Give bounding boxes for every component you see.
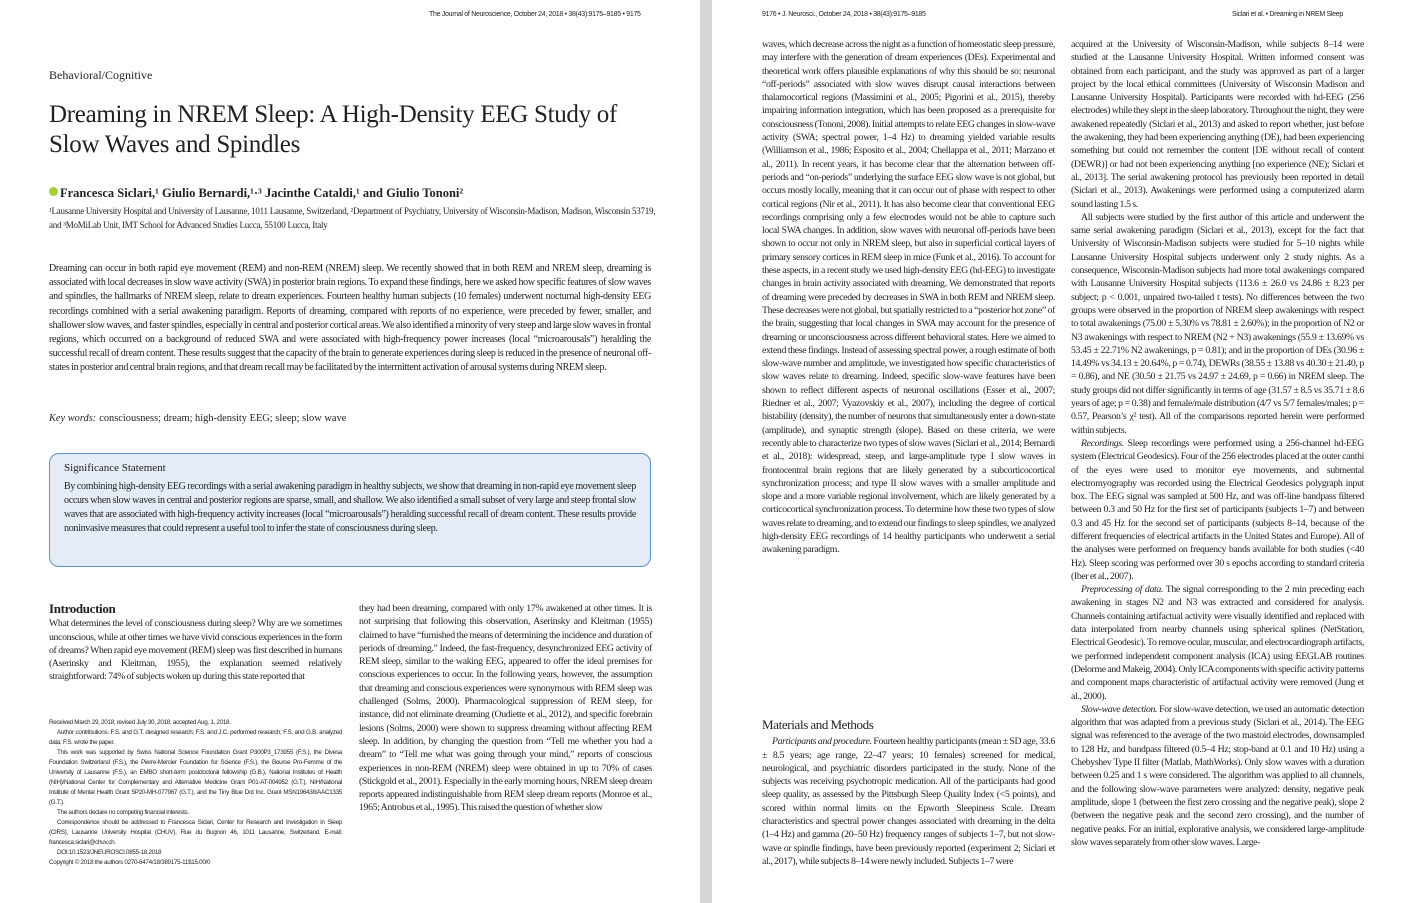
page-title: Dreaming in NREM Sleep: A High-Density EEG Study of Slow Waves and Spindles [49,101,617,158]
slow-wave-lead: Slow-wave detection. [1081,703,1158,715]
footnote-copyright: Copyright © 2018 the authors 0270-6474/18/389175-11$15.00/0 [49,859,211,866]
keywords-text: consciousness; dream; high-density EEG; sleep; slow wave [99,413,347,424]
keywords [49,413,346,424]
intro-paragraph: What determines the level of consciousness during sleep? Why are we sometimes unconscious, while at other times we have vivid conscious experiences in the form of dreams? When rapid eye movement (REM) sleep was first described in humans (Aserinsky and Kleitman, 1955), the explanation seemed relatively straightforward: 74% of subjects woken up during this state reported that [49,618,342,683]
slow-wave-text: For slow-wave detection, we used an automatic detection algorithm that was adapted from a previous study (Siclari et al., 2014). The EEG signal was referenced to the average of the two mastoid electrodes, downsampled to 128 Hz, and bandpass filtered (0.5–4 Hz; stop-band at 0.1 and 10 Hz) using a Chebyshev Type II filter (Matlab, MathWorks). Only slow waves with a duration between 0.25 and 1 s were considered. The algorithm was applied to all channels, and the following slow-wave parameters were analyzed: density, negative peak amplitude, slope 1 (between the first zero crossing and the negative peak), slope 2 (between the negative peak and the second zero crossing), and the number of negative peaks. For an initial, explorative analysis, we considered large-amplitude slow waves separately from other slow waves. Large- [1071,703,1365,848]
intro-column-2 [359,602,652,815]
orcid-icon[interactable] [49,187,58,196]
footnote-doi[interactable]: DOI:10.1523/JNEUROSCI.0855-18.2018 [57,849,162,856]
paragraph-groups: All subjects were studied by the first author of this article and underwent the same serial awakening paradigm (Siclari et al., 2013), except for the fact that University of Wisconsin-Madison subjects were studied for 5–10 nights while Lausanne University Hospital subjects underwent only 2 study nights. As a consequence, Wisconsin-Madison subjects had more total awakenings compared with Lausanne University Hospital subjects (113.6 ± 26.0 vs 24.86 ± 8.23 per subject; p < 0.001, unpaired two-tailed t tests). No differences between the two groups were observed in the proportion of NREM sleep awakenings with respect to total awakenings (75.00 ± 5.30% vs 78.81 ± 2.60%); in the proportion of N2 or N3 awakenings with respect to NREM (N2 + N3) awakenings (55.9 ± 13.69% vs 53.45 ± 22.71% N2 awakenings, p = 0.81); and in the proportion of DEs (30.96 ± 14.49% vs 34.13 ± 20.64%, p = 0.74), DEWRs (38.55 ± 13.88 vs 40.30 ± 21.40, p = 0.86), and NE (30.50 ± 21.75 vs 24.97 ± 24.69, p = 0.66) in NREM sleep. The study groups did not differ significantly in terms of age (31.57 ± 8.5 vs 35.71 ± 8.6 years of age; p = 0.38) and female/male distribution (4/7 vs 5/7 females/males; p = 0.57, Pearson’s χ² test). All of the comparisons reported herein were performed within subjects. [1071,211,1364,436]
significance-box [49,453,651,567]
methods-heading: Materials and Methods [762,717,874,732]
intro-paragraph-end: waves, which decrease across the night as a function of homeostatic sleep pressure, may interfere with the generation of dream experiences (DEs). Experimental and theoretical work offers plausible explanations of why this should be so: neuronal “off-periods” associated with slow waves disrupt causal interactions between thalamocortical regions (Massimini et al., 2005; Pigorini et al., 2015), thereby impairing information integration, which has been proposed as a prerequisite for consciousness (Tononi, 2008). Initial attempts to relate EEG changes in slow-wave activity (SWA; spectral power, 1–4 Hz) to dreaming yielded variable results (Williamson et al., 1986; Esposito et al., 2004; Chellappa et al., 2011; Marzano et al., 2011). In recent years, it has become clear that the alternation between off-periods and “on-periods” underlying the surface EEG slow wave is not global, but occurs mostly locally, meaning that it can occur out of phase with respect to other cortical regions (Nir et al., 2011). It has also become clear that conventional EEG recordings comprising only a few electrodes would not be able to capture such local SWA changes. In addition, slow waves with neuronal off-periods have been shown to occur not only in NREM sleep, but also in superficial cortical layers of primary sensory cortices in REM sleep in mice (Funk et al., 2016). To account for these aspects, in a recent study we used high-density EEG (hd-EEG) to investigate changes in brain activity associated with dreaming. We demonstrated that reports of dreaming were preceded by decreases in SWA in both REM and NREM sleep. These decreases were not global, but spatially restricted to a “posterior hot zone” of the brain, suggesting that local changes in SWA may account for the presence of dreaming or unconsciousness across different behavioral states. Here we aimed to extend these findings. Instead of assessing spectral power, a rough estimate of both slow-wave number and amplitude, we investigated how specific characteristics of slow waves relate to dreaming. Indeed, specific slow-wave features have been shown to reflect different aspects of neuronal oscillations (Esser et al., 2007; Riedner et al., 2007; Vyazovskiy et al., 2007), including the degree of cortical bistability (density), the number of neurons that simultaneously enter a down-state (amplitude), and synaptic strength (slope). Based on these criteria, we were recently able to characterize two types of slow waves (Siclari et al., 2014; Bernardi et al., 2018): widespread, steep, and large-amplitude type I slow waves in frontocentral brain regions that are likely generated by a subcorticocortical synchronization process; and type II slow waves with a smaller amplitude and slope and a more variable regional involvement, which are likely generated by a corticocortical synchronization process. To determine how these two types of slow waves relate to dreaming, and to extend our findings to sleep spindles, we analyzed high-density EEG recordings of 14 healthy participants who underwent a serial awakening paradigm. [762,39,1055,556]
methods-start [762,718,1055,868]
footnote-received: Received March 29, 2018; revised July 30, 2018; accepted Aug. 1, 2018. [49,719,231,726]
footnote-interests: The authors declare no competing financial interests. [57,809,189,816]
preprocessing-text: The signal corresponding to the 2 min preceding each awakening in stages N2 and N3 was extracted and considered for analysis. Channels containing artifactual activity were visually identified and replaced with data interpolated from nearby channels using spherical splines (NetStation, Electrical Geodesic). To remove ocular, muscular, and electrocardiograph artifacts, we performed independent component analysis (ICA) using EEGLAB routines (Delorme and Makeig, 2004). Only ICA components with specific activity patterns and component maps characteristic of artifactual activity were removed (Jung et al., 2000). [1071,584,1364,702]
footnote-contributions: Author contributions: F.S. and G.T. designed research; F.S. and J.C. performed research; F.S. and G.B. analyzed data; F.S. wrote the paper. [49,729,342,746]
affiliations: ¹Lausanne University Hospital and University of Lausanne, 1011 Lausanne, Switzerland, ²Department of Psychiatry, University of Wisconsin-Madison, Madison, Wisconsin 53719, and ³MoMiLab Unit, IMT School for Advanced Studies Lucca, 55100 Lucca, Italy [49,206,656,230]
intro-column-1 [49,602,342,684]
participants-text: Fourteen healthy participants (mean ± SD age, 33.6 ± 8.5 years; age range, 22–47 years; 10 females) screened for medical, neurological, and psychiatric disorders participated in the study. None of the subjects was receiving psychotropic medication. All of the participants had good sleep quality, as assessed by the Pittsburgh Sleep Quality Index (<5 points), and scored within normal limits on the Epworth Sleepiness Scale. Dream characteristics and spectral power changes associated with dreaming in the delta (1–4 Hz) and gamma (20–50 Hz) frequency ranges of subjects 1–7, but not slow-wave or spindle findings, have been previously reported (experiment 2; Siclari et al., 2017), while subjects 8–14 were newly included. Subjects 1–7 were [762,736,1055,867]
participants-lead: Participants and procedure. [772,736,872,748]
footnote-funding: This work was supported by Swiss National Science Foundation Grant P300P3_173955 (F.S.), the Divesa Foundation Switzerland (F.S.), the Pierre-Mercier Foundation for Science (F.S.), the Bourse Pro-Femme of the University of Lausanne (F.S.), an EMBO short-term postdoctoral fellowship (G.B.), National Institutes of Health (NIH)/National Center for Complementary and Alternative Medicine Grant P01-AT-004952 (G.T.), NIH/National Institute of Mental Health Grant 5P20-MH-077967 (G.T.), and the Tiny Blue Dot Inc. Grant MSN196438/AAC1335 (G.T.). [49,749,342,806]
footnote-correspondence: Correspondence should be addressed to Francesca Siclari, Center for Research and Investigation in Sleep (CIRS), Lausanne University Hospital (CHUV), Rue du Bugnon 46, 1011 Lausanne, Switzerland. E-mail: francesca.siclari@chuv.ch. [49,819,342,846]
right-column-2 [1071,38,1364,849]
running-header-left: 9176 • J. Neurosci., October 24, 2018 • 38(43):9175–9185 [762,11,926,18]
significance-text: By combining high-density EEG recordings with a serial awakening paradigm in healthy subjects, we show that dreaming in non-rapid eye movement sleep occurs when slow waves in central and posterior regions are sparse, small, and shallow. We also identified a small subset of very large and steep frontal slow waves that are associated with high-frequency activity increases (local “microarousals”) heralding successful recall of dream content. These results provide noninvasive measures that could represent a useful tool to infer the state of consciousness during sleep. [64,481,636,534]
right-page [712,0,1412,903]
recordings-lead: Recordings. [1081,437,1124,449]
intro-paragraph-continued: they had been dreaming, compared with only 17% awakened at other times. It is not surprising that following this observation, Aserinsky and Kleitman (1955) claimed to have “furnished the means of determining the incidence and duration of periods of dreaming.” Indeed, the fast-frequency, desynchronized EEG activity of REM sleep, similar to the waking EEG, appeared to offer the ideal premises for conscious experiences to occur. In the following years, however, the assumption that dreaming and conscious experiences were synonymous with REM sleep was challenged (Solms, 2000). Pharmacological suppression of REM sleep, for instance, did not eliminate dreaming (Oudiette et al., 2012), and specific forebrain lesions (Solms, 2000) were shown to suppress dreaming without affecting REM sleep. In addition, by changing the question from “Tell me whether you had a dream” to “Tell me what was going through your mind,” reports of conscious experiences in non-REM (NREM) sleep were obtained in up to 70% of cases (Stickgold et al., 2001). Especially in the early morning hours, NREM sleep dream reports appeared indistinguishable from REM sleep dream reports (Monroe et al., 1965; Antrobus et al., 1995). This raised the question of whether slow [359,603,652,814]
significance-title: Significance Statement [64,462,166,474]
recordings-text: Sleep recordings were performed using a 256-channel hd-EEG system (Electrical Geodesics). Four of the 256 electrodes placed at the outer canthi of the eyes were used to monitor eye movements, and submental electromyography was recorded using the Electrical Geodesics polygraph input box. The EEG signal was sampled at 500 Hz, and was off-line bandpass filtered between 0.3 and 50 Hz for the first set of participants (subjects 1–7) and between 0.3 and 45 Hz for the second set of participants (subjects 8–14, because of the different frequencies of electrical artifacts in the United States and Europe). All of the analyses were performed on frequency bands available for both studies (<40 Hz). Sleep scoring was performed over 30 s epochs according to standard criteria (Iber et al., 2007). [1071,437,1364,582]
running-header: The Journal of Neuroscience, October 24, 2018 • 38(43):9175–9185 • 9175 [429,11,641,18]
intro-heading: Introduction [49,601,116,616]
author-list [49,186,463,201]
footnotes [49,718,342,868]
right-column-1 [762,38,1055,557]
preprocessing-lead: Preprocessing of data. [1081,584,1164,596]
page-gutter [700,0,712,903]
abstract: Dreaming can occur in both rapid eye movement (REM) and non-REM (NREM) sleep. We recently showed that in both REM and NREM sleep, dreaming is associated with local decreases in slow wave activity (SWA) in posterior brain regions. To expand these findings, here we asked how specific features of slow waves and spindles, the hallmarks of NREM sleep, relate to dream experiences. Fourteen healthy human subjects (10 females) underwent nocturnal high-density EEG recordings combined with a serial awakening paradigm. Reports of dreaming, compared with reports of no experience, were preceded by fewer, smaller, and shallower slow waves, and faster spindles, especially in central and posterior cortical areas. We also identified a minority of very steep and large slow waves in frontal regions, which occurred on a background of reduced SWA and were associated with high-frequency power increases (local “microarousals”) heralding the successful recall of dream content. These results suggest that the capacity of the brain to generate experiences during sleep is reduced in the presence of neuronal off-states in posterior and central brain regions, and that dream recall may be facilitated by the intermittent activation of arousal systems during NREM sleep. [49,263,651,374]
running-header-right: Siclari et al. • Dreaming in NREM Sleep [1232,11,1343,18]
section-label: Behavioral/Cognitive [49,68,153,82]
keywords-label: Key words: [49,413,97,424]
authors-text: Francesca Siclari,¹ Giulio Bernardi,¹·³ Jacinthe Cataldi,¹ and Giulio Tononi² [60,186,464,200]
left-page [0,0,700,903]
paragraph-subjects: acquired at the University of Wisconsin-Madison, while subjects 8–14 were studied at the Lausanne University Hospital. Written informed consent was obtained from each participant, and the study was approved as part of a larger project by the local ethical committees (University of Wisconsin Madison and Lausanne University Hospital). Participants were recorded with hd-EEG (256 electrodes) while they slept in the sleep laboratory. Throughout the night, they were awakened repeatedly (Siclari et al., 2013) and asked to report whether, just before the awakening, they had been experiencing anything (DE), had been experiencing something but could not remember the content [DE without recall of content (DEWR)] or had not been experiencing anything [no experience (NE); Siclari et al., 2013]. The serial awakening protocol has previously been reported in detail (Siclari et al., 2013). Awakenings were performed using a computerized alarm sound lasting 1.5 s. [1071,39,1364,210]
